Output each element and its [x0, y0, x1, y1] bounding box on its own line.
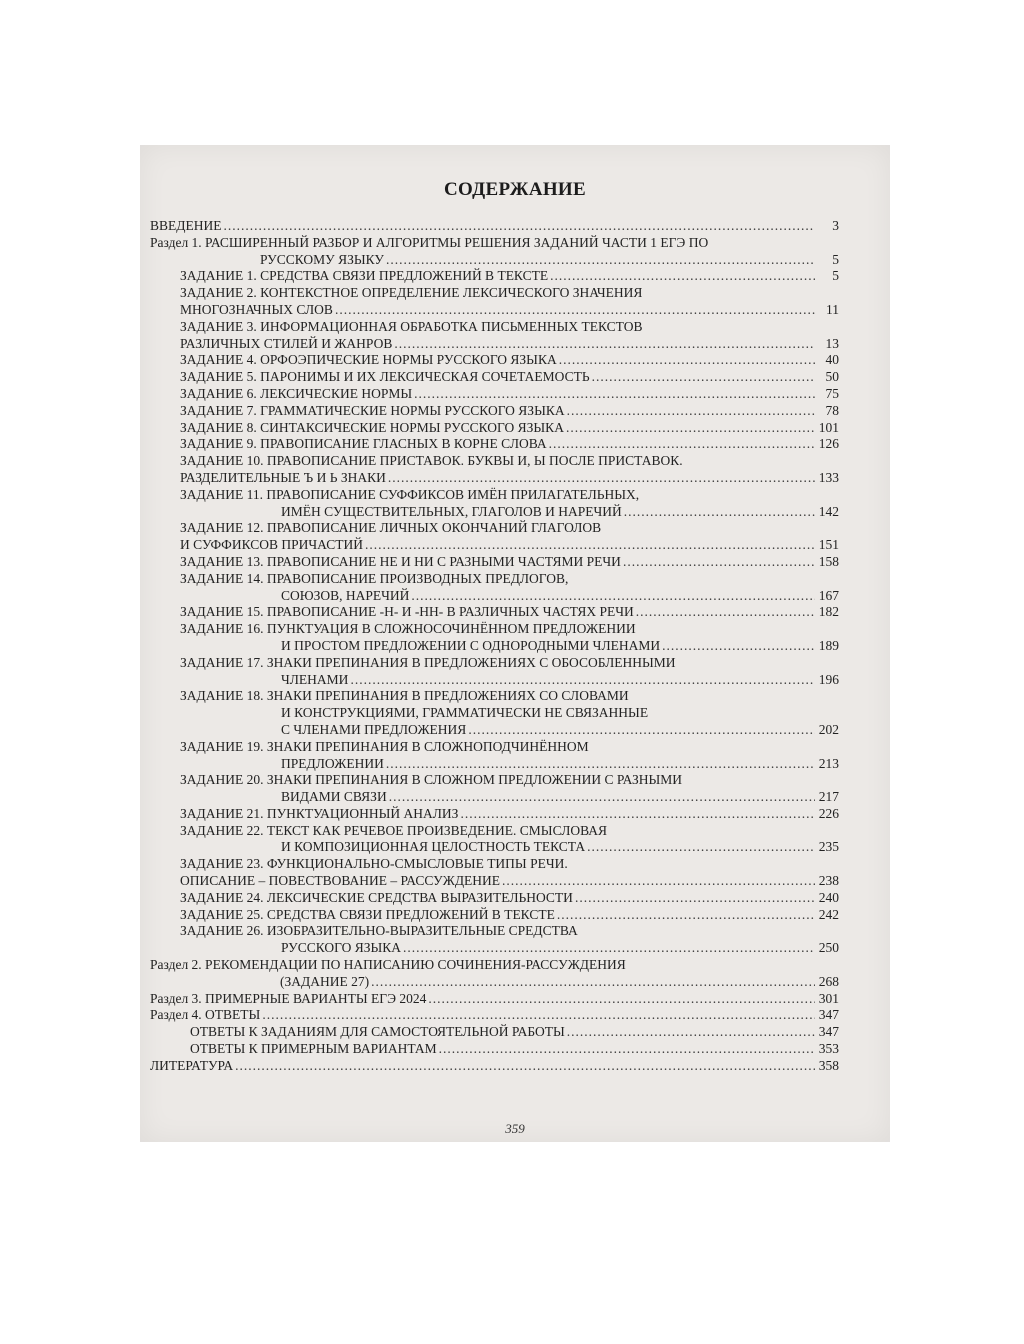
dot-leader [567, 403, 815, 420]
dot-leader [371, 974, 815, 991]
toc-page-number: 133 [818, 469, 839, 485]
toc-entry-text: ЗАДАНИЕ 12. ПРАВОПИСАНИЕ ЛИЧНЫХ ОКОНЧАНИЙ ГЛАГОЛОВ [180, 520, 602, 536]
toc-page-number: 202 [818, 721, 839, 737]
dot-leader [566, 420, 815, 437]
toc-page-number: 101 [818, 419, 839, 435]
toc-page-number: 250 [818, 940, 839, 956]
toc-entry [150, 957, 839, 991]
toc-page-number: 189 [818, 637, 839, 653]
toc-entry [150, 420, 839, 437]
toc-entry [150, 554, 839, 571]
toc-entry [150, 991, 839, 1008]
dot-leader [365, 537, 815, 554]
toc-entry-text: Раздел 1. РАСШИРЕННЫЙ РАЗБОР И АЛГОРИТМЫ РЕШЕНИЯ ЗАДАНИЙ ЧАСТИ 1 ЕГЭ ПО [150, 234, 709, 250]
dot-leader [502, 873, 815, 890]
toc-entry [150, 436, 839, 453]
dot-leader [557, 907, 815, 924]
toc-page-number: 5 [832, 251, 839, 267]
toc-entry-text: ВВЕДЕНИЕ [150, 218, 222, 233]
toc-entry [150, 907, 839, 924]
dot-leader [636, 604, 815, 621]
toc-entry-text: ЗАДАНИЕ 2. КОНТЕКСТНОЕ ОПРЕДЕЛЕНИЕ ЛЕКСИЧЕСКОГО ЗНАЧЕНИЯ [180, 285, 643, 301]
toc-entry-text: ЗАДАНИЕ 11. ПРАВОПИСАНИЕ СУФФИКСОВ ИМЁН ПРИЛАГАТЕЛЬНЫХ, [180, 486, 640, 502]
dot-leader [389, 789, 815, 806]
toc-entry [150, 772, 839, 806]
dot-leader [414, 386, 815, 403]
toc-entry-text: ОТВЕТЫ К ПРИМЕРНЫМ ВАРИАНТАМ [190, 1041, 437, 1057]
toc-entry-text: ЗАДАНИЕ 4. ОРФОЭПИЧЕСКИЕ НОРМЫ РУССКОГО ЯЗЫКА [180, 352, 557, 368]
toc-entry-text: И ПРОСТОМ ПРЕДЛОЖЕНИИ С ОДНОРОДНЫМИ ЧЛЕНАМИ [281, 637, 661, 653]
toc-page-number: 182 [818, 604, 839, 620]
toc-page-number: 75 [825, 385, 839, 401]
toc-entry-text: ЗАДАНИЕ 17. ЗНАКИ ПРЕПИНАНИЯ В ПРЕДЛОЖЕНИЯХ С ОБОСОБЛЕННЫМИ [180, 654, 676, 670]
toc-entry-text: ЗАДАНИЕ 9. ПРАВОПИСАНИЕ ГЛАСНЫХ В КОРНЕ СЛОВА [180, 436, 547, 452]
toc-entry-text: ЗАДАНИЕ 10. ПРАВОПИСАНИЕ ПРИСТАВОК. БУКВЫ И, Ы ПОСЛЕ ПРИСТАВОК. [180, 453, 683, 469]
toc-page-number: 347 [818, 1007, 839, 1023]
dot-leader [235, 1058, 815, 1075]
toc-page-number: 235 [818, 839, 839, 855]
toc-entry-text: (ЗАДАНИЕ 27) [280, 973, 370, 989]
toc-entry-text: ЗАДАНИЕ 14. ПРАВОПИСАНИЕ ПРОИЗВОДНЫХ ПРЕДЛОГОВ, [180, 570, 569, 586]
dot-leader [623, 554, 815, 571]
toc-entry [150, 218, 839, 235]
toc-entry-text: ЗАДАНИЕ 18. ЗНАКИ ПРЕПИНАНИЯ В ПРЕДЛОЖЕНИЯХ СО СЛОВАМИ [180, 688, 629, 704]
toc-page-number: 13 [825, 335, 839, 351]
toc-entry [150, 1041, 839, 1058]
toc-entry-text: ЗАДАНИЕ 26. ИЗОБРАЗИТЕЛЬНО-ВЫРАЗИТЕЛЬНЫЕ СРЕДСТВА [180, 923, 578, 939]
toc-entry-text: МНОГОЗНАЧНЫХ СЛОВ [180, 301, 333, 317]
toc-entry [150, 285, 839, 319]
toc-page-number: 142 [818, 503, 839, 519]
toc-entry [150, 235, 839, 269]
book-page [140, 145, 890, 1142]
toc-page-number: 78 [825, 402, 839, 418]
toc-entry-text: ЗАДАНИЕ 5. ПАРОНИМЫ И ИХ ЛЕКСИЧЕСКАЯ СОЧЕТАЕМОСТЬ [180, 369, 590, 385]
toc-page-number: 213 [818, 755, 839, 771]
toc-entry-text: ОТВЕТЫ К ЗАДАНИЯМ ДЛЯ САМОСТОЯТЕЛЬНОЙ РАБОТЫ [190, 1024, 565, 1040]
toc-page-number: 238 [818, 873, 839, 889]
toc-entry-text: ЗАДАНИЕ 3. ИНФОРМАЦИОННАЯ ОБРАБОТКА ПИСЬМЕННЫХ ТЕКСТОВ [180, 318, 643, 334]
toc-page-number: 358 [818, 1057, 839, 1073]
dot-leader [262, 1007, 815, 1024]
toc-entry-text: ЗАДАНИЕ 25. СРЕДСТВА СВЯЗИ ПРЕДЛОЖЕНИЙ В ТЕКСТЕ [180, 906, 555, 922]
dot-leader [335, 302, 815, 319]
toc-entry-text: ЗАДАНИЕ 13. ПРАВОПИСАНИЕ НЕ И НИ С РАЗНЫМИ ЧАСТЯМИ РЕЧИ [180, 553, 621, 569]
dot-leader [388, 470, 815, 487]
dot-leader [223, 218, 815, 235]
toc-page-number: 11 [826, 301, 839, 317]
toc-entry-text: ИМЁН СУЩЕСТВИТЕЛЬНЫХ, ГЛАГОЛОВ И НАРЕЧИЙ [281, 503, 622, 519]
toc-entry-text: С ЧЛЕНАМИ ПРЕДЛОЖЕНИЯ [281, 721, 467, 737]
toc-page-number: 217 [818, 789, 839, 805]
toc-entry-text: ЗАДАНИЕ 8. СИНТАКСИЧЕСКИЕ НОРМЫ РУССКОГО ЯЗЫКА [180, 419, 564, 435]
dot-leader [386, 252, 815, 269]
toc-entry [150, 655, 839, 689]
dot-leader [411, 588, 815, 605]
toc-entry [150, 823, 839, 857]
dot-leader [460, 806, 815, 823]
toc-entry-text: ПРЕДЛОЖЕНИИ [281, 755, 384, 771]
toc-page-number: 242 [818, 906, 839, 922]
dot-leader [624, 504, 815, 521]
toc-entry [150, 688, 839, 738]
toc-entry [150, 1007, 839, 1024]
toc-entry-text: ЗАДАНИЕ 1. СРЕДСТВА СВЯЗИ ПРЕДЛОЖЕНИЙ В ТЕКСТЕ [180, 268, 549, 284]
toc-entry-text: ОПИСАНИЕ – ПОВЕСТВОВАНИЕ – РАССУЖДЕНИЕ [180, 873, 501, 889]
toc-entry [150, 604, 839, 621]
toc-entry-text: И КОМПОЗИЦИОННАЯ ЦЕЛОСТНОСТЬ ТЕКСТА [281, 839, 586, 855]
toc-entry [150, 571, 839, 605]
dot-leader [386, 756, 815, 773]
toc-entry-text: ЗАДАНИЕ 7. ГРАММАТИЧЕСКИЕ НОРМЫ РУССКОГО ЯЗЫКА [180, 402, 565, 418]
toc-entry [150, 453, 839, 487]
toc-entry-text: РАЗДЕЛИТЕЛЬНЫЕ Ъ И Ь ЗНАКИ [180, 469, 386, 485]
dot-leader [567, 1024, 815, 1041]
toc-page-number: 196 [818, 671, 839, 687]
toc-entry-text: ЗАДАНИЕ 19. ЗНАКИ ПРЕПИНАНИЯ В СЛОЖНОПОДЧИНЁННОМ [180, 738, 589, 754]
dot-leader [403, 940, 815, 957]
toc-page-number: 3 [832, 218, 839, 233]
toc-entry-text: Раздел 4. ОТВЕТЫ [150, 1007, 261, 1023]
toc-entry [150, 806, 839, 823]
toc-page-number: 301 [818, 990, 839, 1006]
toc-entry [150, 1058, 839, 1075]
toc-page-number: 40 [825, 352, 839, 368]
dot-leader [662, 638, 815, 655]
toc-entry-text: И КОНСТРУКЦИЯМИ, ГРАММАТИЧЕСКИ НЕ СВЯЗАННЫЕ [281, 705, 649, 721]
toc-entry-text: Раздел 2. РЕКОМЕНДАЦИИ ПО НАПИСАНИЮ СОЧИНЕНИЯ-РАССУЖДЕНИЯ [150, 957, 626, 973]
toc-entry-text: И СУФФИКСОВ ПРИЧАСТИЙ [180, 537, 363, 553]
toc-page-number: 50 [825, 369, 839, 385]
page-number: 359 [505, 1121, 525, 1136]
toc-entry [150, 856, 839, 890]
dot-leader [468, 722, 815, 739]
toc-entry-text: ВИДАМИ СВЯЗИ [281, 789, 387, 805]
toc-entry-text: ЛИТЕРАТУРА [150, 1057, 234, 1073]
table-of-contents [150, 218, 839, 1075]
dot-leader [394, 336, 815, 353]
toc-page-number: 5 [832, 268, 839, 284]
toc-entry [150, 621, 839, 655]
dot-leader [550, 268, 815, 285]
toc-entry [150, 890, 839, 907]
toc-page-number: 268 [818, 973, 839, 989]
toc-entry-text: ЗАДАНИЕ 16. ПУНКТУАЦИЯ В СЛОЖНОСОЧИНЁННОМ ПРЕДЛОЖЕНИИ [180, 621, 636, 637]
dot-leader [592, 369, 815, 386]
toc-entry [150, 319, 839, 353]
dot-leader [439, 1041, 815, 1058]
toc-page-number: 158 [818, 553, 839, 569]
toc-entry [150, 487, 839, 521]
toc-entry [150, 739, 839, 773]
toc-page-number: 167 [818, 587, 839, 603]
toc-entry-text: РАЗЛИЧНЫХ СТИЛЕЙ И ЖАНРОВ [180, 335, 393, 351]
dot-leader [549, 436, 815, 453]
page-title: СОДЕРЖАНИЕ [444, 179, 586, 200]
dot-leader [587, 839, 815, 856]
toc-entry-text: Раздел 3. ПРИМЕРНЫЕ ВАРИАНТЫ ЕГЭ 2024 [150, 990, 427, 1006]
toc-page-number: 226 [818, 805, 839, 821]
toc-entry-text: ЗАДАНИЕ 23. ФУНКЦИОНАЛЬНО-СМЫСЛОВЫЕ ТИПЫ РЕЧИ. [180, 856, 568, 872]
toc-entry-text: РУССКОМУ ЯЗЫКУ [260, 251, 384, 267]
toc-entry-text: СОЮЗОВ, НАРЕЧИЙ [281, 587, 410, 603]
toc-page-number: 240 [818, 889, 839, 905]
toc-entry [150, 923, 839, 957]
toc-entry [150, 369, 839, 386]
toc-page-number: 347 [818, 1024, 839, 1040]
toc-entry [150, 520, 839, 554]
toc-entry [150, 1024, 839, 1041]
toc-entry-text: ЗАДАНИЕ 20. ЗНАКИ ПРЕПИНАНИЯ В СЛОЖНОМ ПРЕДЛОЖЕНИИ С РАЗНЫМИ [180, 772, 683, 788]
toc-entry [150, 268, 839, 285]
toc-entry [150, 403, 839, 420]
toc-entry [150, 386, 839, 403]
dot-leader [428, 991, 815, 1008]
toc-entry-text: ЗАДАНИЕ 24. ЛЕКСИЧЕСКИЕ СРЕДСТВА ВЫРАЗИТЕЛЬНОСТИ [180, 889, 573, 905]
toc-page-number: 151 [818, 537, 839, 553]
toc-page-number: 126 [818, 436, 839, 452]
dot-leader [559, 352, 815, 369]
toc-entry-text: ЗАДАНИЕ 15. ПРАВОПИСАНИЕ -Н- И -НН- В РАЗЛИЧНЫХ ЧАСТЯХ РЕЧИ [180, 604, 634, 620]
dot-leader [575, 890, 815, 907]
toc-entry-text: РУССКОГО ЯЗЫКА [281, 940, 402, 956]
toc-entry-text: ЗАДАНИЕ 6. ЛЕКСИЧЕСКИЕ НОРМЫ [180, 385, 413, 401]
dot-leader [350, 672, 815, 689]
toc-entry-text: ЗАДАНИЕ 22. ТЕКСТ КАК РЕЧЕВОЕ ПРОИЗВЕДЕНИЕ. СМЫСЛОВАЯ [180, 822, 608, 838]
toc-page-number: 353 [818, 1041, 839, 1057]
toc-entry [150, 352, 839, 369]
toc-entry-text: ЗАДАНИЕ 21. ПУНКТУАЦИОННЫЙ АНАЛИЗ [180, 805, 459, 821]
toc-entry-text: ЧЛЕНАМИ [281, 671, 349, 687]
